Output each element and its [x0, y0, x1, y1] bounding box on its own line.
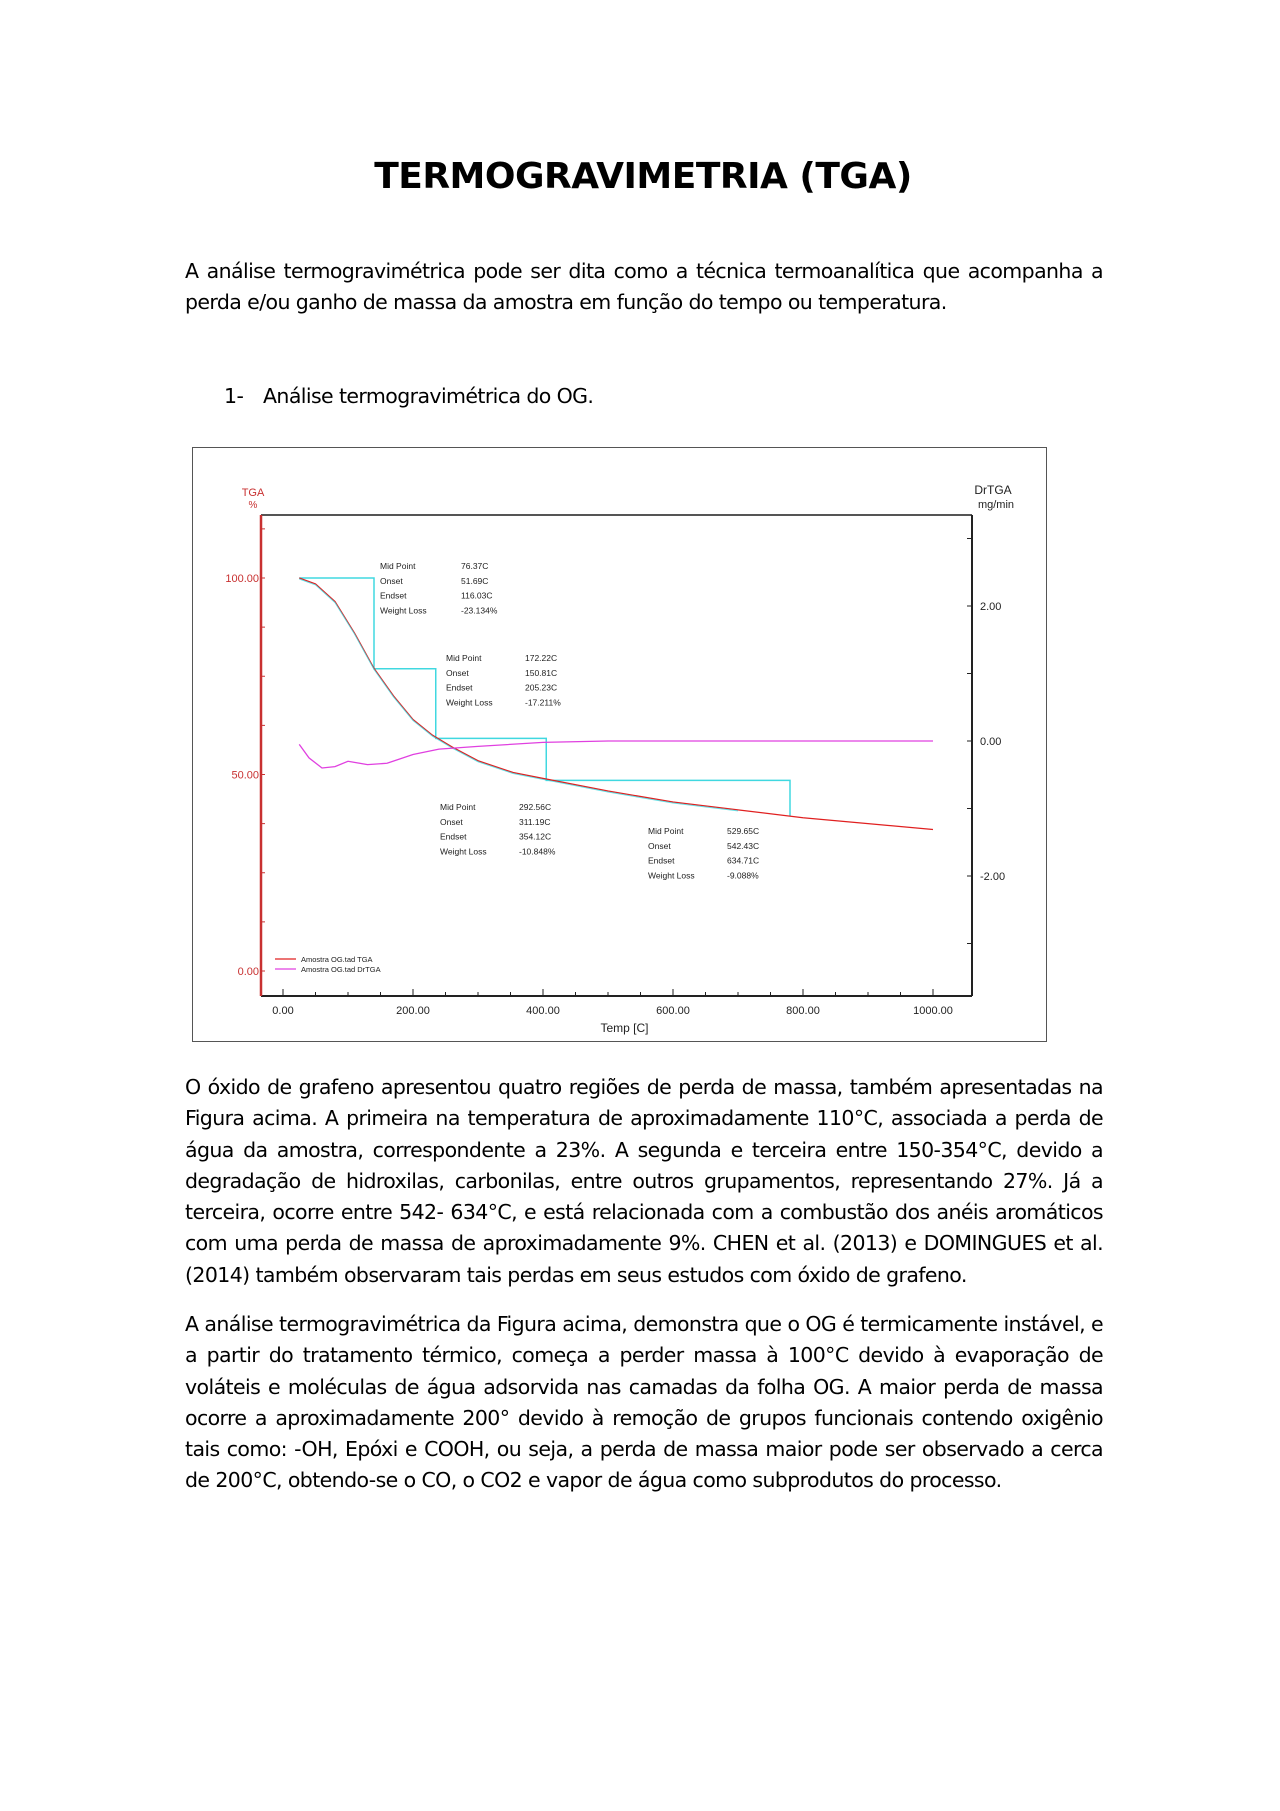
- annotation-value: 116.03C: [461, 590, 493, 601]
- y-right-unit: mg/min: [977, 499, 1015, 511]
- x-tick-label: 1000.00: [913, 1005, 953, 1017]
- annotation-value: 354.12C: [519, 831, 552, 842]
- annotation-value: -17.211%: [525, 697, 561, 708]
- annotation-label: Onset: [440, 816, 463, 827]
- x-tick-label: 400.00: [526, 1005, 560, 1017]
- annotation-label: Weight Loss: [446, 697, 493, 708]
- y-left-unit: %: [248, 500, 258, 511]
- annotation-label: Mid Point: [648, 826, 684, 836]
- drtga-line: [299, 741, 933, 768]
- annotation-label: Endset: [440, 831, 467, 842]
- annotation-label: Endset: [648, 855, 675, 866]
- annotation-value: 51.69C: [461, 575, 489, 586]
- y-left-tick-label: 50.00: [231, 769, 259, 782]
- y-left-label: TGA: [241, 487, 265, 499]
- annotation-value: 76.37C: [461, 561, 489, 571]
- list-number: 1-: [224, 384, 244, 408]
- annotation-value: -9.088%: [727, 870, 759, 881]
- legend-label: Amostra OG.tad TGA: [301, 955, 373, 964]
- x-tick-label: 200.00: [396, 1005, 430, 1017]
- y-right-label: DrTGA: [974, 483, 1012, 497]
- y-left-tick-label: 100.00: [225, 573, 259, 585]
- annotation-value: -23.134%: [461, 605, 498, 616]
- annotation-value: 172.22C: [525, 653, 558, 663]
- annotation-value: -10.848%: [519, 846, 556, 857]
- annotation-value: 311.19C: [519, 816, 551, 827]
- annotation-label: Endset: [446, 682, 473, 693]
- x-tick-label: 0.00: [272, 1005, 294, 1017]
- annotation-value: 529.65C: [727, 826, 760, 836]
- annotation-label: Onset: [648, 840, 671, 851]
- tga-line: [299, 575, 933, 830]
- annotation-value: 205.23C: [525, 682, 558, 693]
- annotation-value: 542.43C: [727, 840, 760, 851]
- x-tick-label: 600.00: [656, 1005, 690, 1017]
- tga-figure: [192, 447, 1047, 1042]
- legend-label: Amostra OG.tad DrTGA: [301, 965, 381, 974]
- tga-chart: [193, 448, 1046, 1041]
- annotation-label: Onset: [380, 575, 403, 586]
- y-right-tick-label: -2.00: [980, 871, 1006, 883]
- annotation-label: Weight Loss: [380, 605, 427, 616]
- tga-fit-line: [299, 579, 738, 811]
- annotation-label: Endset: [380, 590, 407, 601]
- x-axis-label: Temp [C]: [600, 1021, 649, 1035]
- annotation-value: 150.81C: [525, 667, 558, 678]
- annotation-label: Weight Loss: [440, 846, 487, 857]
- list-item: [224, 384, 593, 408]
- x-tick-label: 800.00: [786, 1005, 820, 1017]
- results-paragraph: O óxido de grafeno apresentou quatro regiões de perda de massa, também apresentadas na Figura acima. A primeira na temperatura de aproximadamente 110°C, associada a perda de água da amostra, correspondente a 23%. A segunda e terceira entre 150-354°C, devido a degradação de hidroxilas, carbonilas, entre outros grupamentos, representando 27%. Já a terceira, ocorre entre 542- 634°C, e está relacionada com a combustão dos anéis aromáticos com uma perda de massa de aproximadamente 9%. CHEN et al. (2013) e DOMINGUES et al. (2014) também observaram tais perdas em seus estudos com óxido de grafeno.: [185, 1075, 1103, 1287]
- annotation-label: Mid Point: [440, 802, 476, 812]
- annotation-label: Mid Point: [446, 653, 482, 663]
- y-right-tick-label: 2.00: [980, 601, 1002, 613]
- annotation-value: 292.56C: [519, 802, 552, 812]
- page-title: TERMOGRAVIMETRIA (TGA): [374, 156, 912, 197]
- y-left-tick-label: 0.00: [237, 966, 259, 978]
- annotation-label: Mid Point: [380, 561, 416, 571]
- annotation-label: Onset: [446, 667, 469, 678]
- list-label: Análise termogravimétrica do OG.: [263, 384, 594, 408]
- y-right-tick-label: 0.00: [980, 736, 1002, 748]
- annotation-value: 634.71C: [727, 855, 760, 866]
- intro-paragraph: A análise termogravimétrica pode ser dita como a técnica termoanalítica que acompanha a perda e/ou ganho de massa da amostra em função do tempo ou temperatura.: [185, 259, 1103, 315]
- discussion-paragraph: A análise termogravimétrica da Figura acima, demonstra que o OG é termicamente instável, e a partir do tratamento térmico, começa a perder massa à 100°C devido à evaporação de voláteis e moléculas de água adsorvida nas camadas da folha OG. A maior perda de massa ocorre a aproximadamente 200° devido à remoção de grupos funcionais contendo oxigênio tais como: -OH, Epóxi e COOH, ou seja, a perda de massa maior pode ser observado a cerca de 200°C, obtendo-se o CO, o CO2 e vapor de água como subprodutos do processo.: [185, 1312, 1103, 1493]
- annotation-label: Weight Loss: [648, 870, 695, 881]
